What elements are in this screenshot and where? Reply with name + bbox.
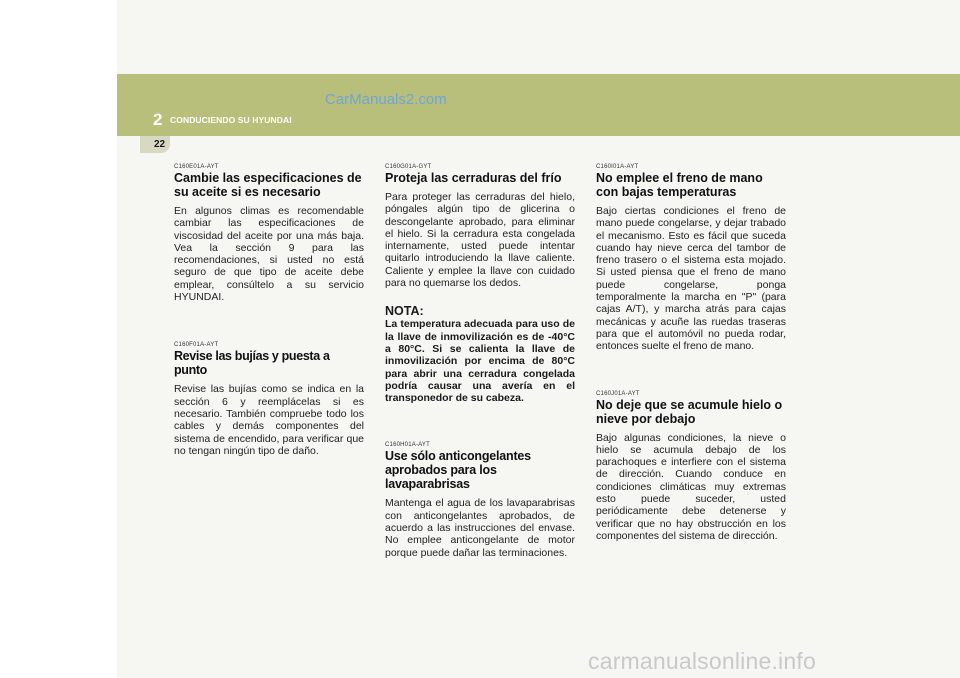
- section-body: Revise las bujías como se indica en la sección 6 y reemplácelas si es necesario. También compruebe todo los cables y demás componentes del sistema de encendido, para verificar que no tengan ningún tipo de daño.: [174, 383, 364, 457]
- section-ice-snow: [596, 391, 786, 543]
- section-heading: Use sólo anticongelantes aprobados para los lavaparabrisas: [385, 449, 531, 492]
- section-body: Mantenga el agua de los lavaparabrisas con anticongelantes aprobados, de acuerdo a las instrucciones del envase. No emplee anticongelante de motor porque puede dañar las terminaciones.: [385, 497, 575, 559]
- section-spark-plugs: [174, 342, 364, 457]
- section-heading: Cambie las especificaciones de su aceite si es necesario: [174, 171, 362, 199]
- section-body: Bajo algunas condiciones, la nieve o hielo se acumula debajo de los parachoques e interfiere con el sistema de dirección. Cuando conduce en condiciones climáticas muy extremas esto puede suceder, usted periódicamente debe detenerse y verificar que no hay obstrucción en los componentes del sistema de dirección.: [596, 431, 786, 542]
- note-block: [385, 304, 575, 404]
- section-code: C160G01A-GYT: [385, 164, 432, 170]
- watermark-bottom: carmanualsonline.info: [588, 648, 816, 674]
- section-code: C160E01A-AYT: [174, 164, 219, 170]
- header-band: [117, 74, 960, 136]
- watermark-top: CarManuals2.com: [325, 91, 447, 108]
- section-body: En algunos climas es recomendable cambiar las especificaciones de viscosidad del aceite por una más baja. Vea la sección 9 para las recomendaciones, si usted no está seguro de que tipo de aceite debe emplear, consúltelo a su servicio HYUNDAI.: [174, 205, 364, 304]
- page-number: 22: [154, 139, 166, 150]
- section-locks: [385, 164, 575, 289]
- section-heading: No deje que se acumule hielo o nieve por debajo: [596, 397, 783, 426]
- section-code: C160J01A-AYT: [596, 390, 640, 397]
- column-2: [385, 164, 575, 559]
- section-body: Bajo ciertas condiciones el freno de mano puede congelarse, y dejar trabado el mecanismo. Esto es fácil que suceda cuando hay nieve cerca del tambor de freno trasero o el sistema esta mojado. Si usted piensa que el freno de mano puede congelarse, ponga temporalmente la marcha en "P" (para cajas A/T), y marcha atrás para cajas mecánicas y acuñe las ruedas traseras para que el automóvil no pueda rodar, entonces suelte el freno de mano.: [596, 205, 786, 353]
- column-1: [174, 164, 364, 457]
- column-3: [596, 164, 786, 542]
- section-oil-specs: [174, 164, 364, 303]
- section-code: C160H01A-AYT: [385, 442, 430, 449]
- note-title: NOTA:: [385, 304, 424, 319]
- chapter-title: CONDUCIENDO SU HYUNDAI: [170, 115, 292, 125]
- section-antifreeze: [385, 442, 575, 558]
- section-heading: No emplee el freno de mano con bajas temperaturas: [596, 171, 763, 199]
- section-code: C160F01A-AYT: [174, 342, 219, 349]
- section-heading: Revise las bujías y puesta a punto: [174, 349, 330, 378]
- section-code: C160I01A-AYT: [596, 164, 639, 170]
- note-body: La temperatura adecuada para uso de la llave de inmovilización es de -40°C a 80°C. Si se calienta la llave de inmovilización por encima de 80°C para abrir una cerradura congelada podría causar una avería en el transponedor de su cabeza.: [385, 318, 575, 405]
- section-body: Para proteger las cerraduras del hielo, póngales algún tipo de glicerina o descongelante aprobado, para eliminar el hielo. Si la cerradura esta congelada internamente, usted puede intentar quitarlo introduciendo la llave caliente. Caliente y emplee la llave con cuidado para no quemarse los dedos.: [385, 191, 575, 290]
- chapter-number: 2: [153, 110, 163, 129]
- section-heading: Proteja las cerraduras del frío: [385, 171, 562, 185]
- section-parking-brake: [596, 164, 786, 353]
